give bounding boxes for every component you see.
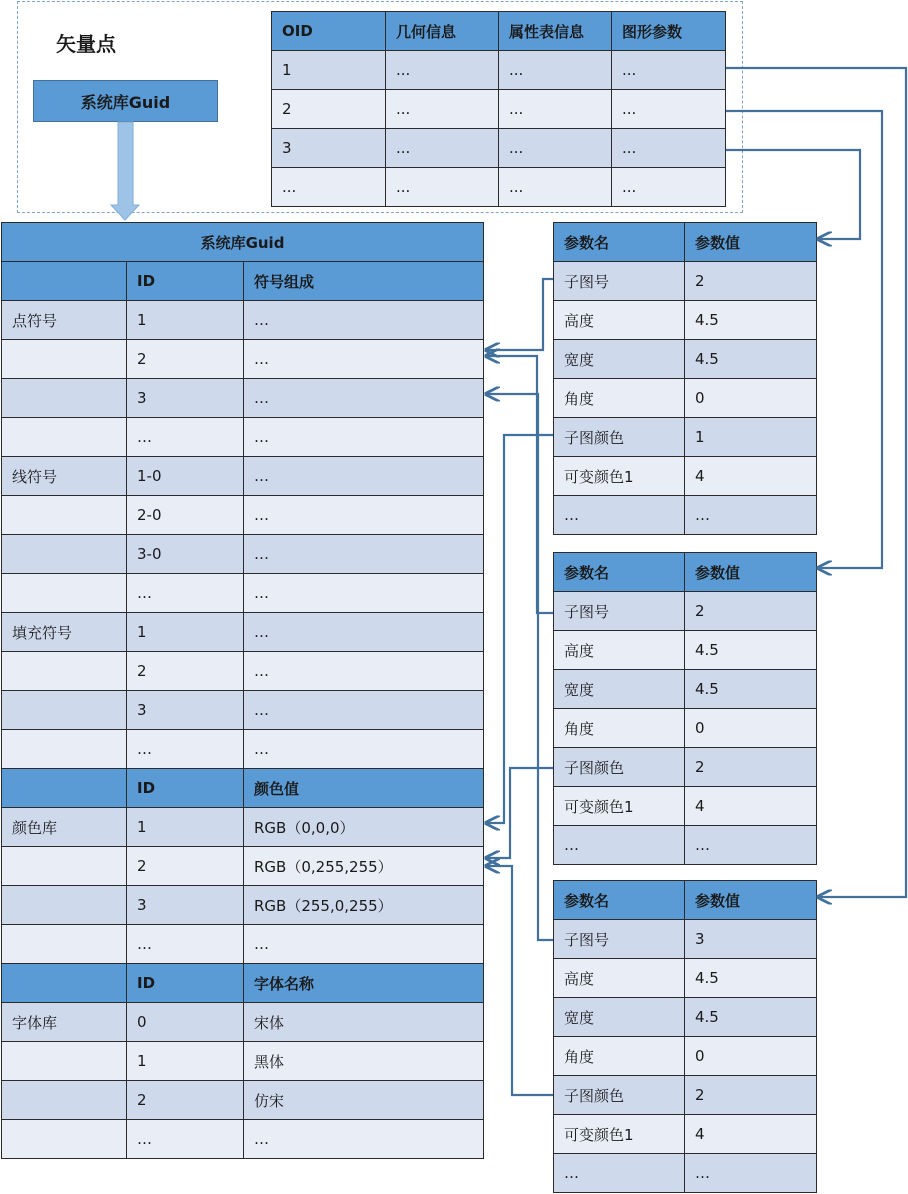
param-value-cell: 2	[685, 592, 817, 631]
param-name-cell: 子图颜色	[554, 418, 685, 457]
param-name-cell: 可变颜色1	[554, 1115, 685, 1154]
param-header-cell: 参数值	[685, 881, 817, 920]
param-row[interactable]	[554, 457, 817, 496]
oid-cell: ...	[499, 129, 612, 168]
param-name-cell: 高度	[554, 959, 685, 998]
category-cell	[2, 691, 127, 730]
category-cell	[2, 652, 127, 691]
category-cell	[2, 496, 127, 535]
header-cell: ID	[127, 964, 244, 1003]
category-cell: 颜色库	[2, 808, 127, 847]
symbol-row[interactable]	[2, 496, 484, 535]
value-cell: …	[244, 340, 484, 379]
oid-cell: ...	[386, 168, 499, 207]
id-cell: 2	[127, 847, 244, 886]
id-cell: …	[127, 418, 244, 457]
param-name-cell: …	[554, 1154, 685, 1193]
param-name-cell: 可变颜色1	[554, 787, 685, 826]
value-cell: …	[244, 379, 484, 418]
value-cell: …	[244, 730, 484, 769]
symbol-row[interactable]	[2, 574, 484, 613]
header-cell: 字体名称	[244, 964, 484, 1003]
value-cell: 仿宋	[244, 1081, 484, 1120]
header-cell: ID	[127, 262, 244, 301]
id-cell: 2	[127, 1081, 244, 1120]
param-value-cell: 1	[685, 418, 817, 457]
symbol-row[interactable]	[2, 379, 484, 418]
font-row[interactable]	[2, 1042, 484, 1081]
oid-cell: ...	[499, 168, 612, 207]
param-value-cell: 4.5	[685, 631, 817, 670]
param-row[interactable]	[554, 959, 817, 998]
oid-cell: 3	[272, 129, 386, 168]
oid-cell: ...	[612, 90, 726, 129]
param-row[interactable]	[554, 1037, 817, 1076]
id-cell: 3	[127, 379, 244, 418]
value-cell: 宋体	[244, 1003, 484, 1042]
oid-header-cell: OID	[272, 12, 386, 51]
connector-param1-color	[486, 435, 553, 823]
param-value-cell: 4	[685, 787, 817, 826]
param-header-cell: 参数名	[554, 553, 685, 592]
param-value-cell: 0	[685, 1037, 817, 1076]
symbol-row[interactable]	[2, 535, 484, 574]
oid-cell: ...	[612, 51, 726, 90]
param-value-cell: 0	[685, 379, 817, 418]
font-row[interactable]	[2, 1120, 484, 1159]
value-cell: …	[244, 1120, 484, 1159]
param-value-cell: 4.5	[685, 301, 817, 340]
value-cell: 黑体	[244, 1042, 484, 1081]
value-cell: …	[244, 691, 484, 730]
value-cell: RGB（0,255,255）	[244, 847, 484, 886]
guid-box[interactable]: 系统库Guid	[33, 80, 218, 122]
param-table-1	[553, 222, 817, 535]
param-row[interactable]	[554, 1076, 817, 1115]
system-library-table	[1, 222, 484, 1159]
page-title: 矢量点	[56, 32, 116, 56]
id-cell: …	[127, 730, 244, 769]
category-cell	[2, 1042, 127, 1081]
param-name-cell: 子图号	[554, 262, 685, 301]
oid-header-cell: 属性表信息	[499, 12, 612, 51]
value-cell: …	[244, 652, 484, 691]
symbol-row[interactable]	[2, 730, 484, 769]
value-cell: …	[244, 496, 484, 535]
connector-param3-color	[486, 866, 553, 1095]
category-cell	[2, 574, 127, 613]
category-cell	[2, 925, 127, 964]
color-row[interactable]	[2, 808, 484, 847]
param-value-cell: 4.5	[685, 998, 817, 1037]
id-cell: 3	[127, 886, 244, 925]
value-cell: RGB（0,0,0）	[244, 808, 484, 847]
param-name-cell: 宽度	[554, 998, 685, 1037]
param-row[interactable]	[554, 1115, 817, 1154]
symbol-row[interactable]	[2, 457, 484, 496]
oid-cell: ...	[272, 168, 386, 207]
symbol-row[interactable]	[2, 418, 484, 457]
color-header-row	[2, 769, 484, 808]
param-name-cell: 子图号	[554, 592, 685, 631]
category-cell: 填充符号	[2, 613, 127, 652]
param-name-cell: 角度	[554, 379, 685, 418]
category-cell	[2, 340, 127, 379]
param-header-cell: 参数名	[554, 881, 685, 920]
param-value-cell: 0	[685, 709, 817, 748]
color-row[interactable]	[2, 847, 484, 886]
oid-header-row	[272, 12, 726, 51]
param-name-cell: 高度	[554, 301, 685, 340]
param-name-cell: 子图颜色	[554, 748, 685, 787]
param-row[interactable]	[554, 262, 817, 301]
param-value-cell: …	[685, 496, 817, 535]
param-row[interactable]	[554, 826, 817, 865]
id-cell: …	[127, 925, 244, 964]
oid-cell: 1	[272, 51, 386, 90]
value-cell: …	[244, 925, 484, 964]
header-cell	[2, 964, 127, 1003]
font-row[interactable]	[2, 1003, 484, 1042]
id-cell: 1	[127, 301, 244, 340]
param-value-cell: 4	[685, 1115, 817, 1154]
param-header-row	[554, 223, 817, 262]
oid-cell: ...	[499, 51, 612, 90]
font-header-row	[2, 964, 484, 1003]
symbol-row[interactable]	[2, 691, 484, 730]
category-cell	[2, 730, 127, 769]
param-row[interactable]	[554, 787, 817, 826]
param-table-3	[553, 880, 817, 1193]
param-row[interactable]	[554, 496, 817, 535]
param-row[interactable]	[554, 592, 817, 631]
param-header-cell: 参数值	[685, 223, 817, 262]
param-value-cell: 2	[685, 262, 817, 301]
param-row[interactable]	[554, 340, 817, 379]
param-name-cell: 角度	[554, 709, 685, 748]
oid-cell: ...	[386, 129, 499, 168]
category-cell	[2, 847, 127, 886]
param-row[interactable]	[554, 998, 817, 1037]
color-row[interactable]	[2, 925, 484, 964]
param-name-cell: …	[554, 496, 685, 535]
param-value-cell: 4.5	[685, 340, 817, 379]
id-cell: 0	[127, 1003, 244, 1042]
category-cell: 点符号	[2, 301, 127, 340]
param-row[interactable]	[554, 418, 817, 457]
id-cell: 1-0	[127, 457, 244, 496]
oid-header-cell: 图形参数	[612, 12, 726, 51]
category-cell	[2, 1120, 127, 1159]
symbol-header-row	[2, 262, 484, 301]
param-name-cell: 宽度	[554, 340, 685, 379]
param-name-cell: 可变颜色1	[554, 457, 685, 496]
symbol-row[interactable]	[2, 613, 484, 652]
id-cell: …	[127, 574, 244, 613]
param-name-cell: 高度	[554, 631, 685, 670]
param-value-cell: 3	[685, 920, 817, 959]
id-cell: 3	[127, 691, 244, 730]
oid-row[interactable]	[272, 51, 726, 90]
param-value-cell: 2	[685, 1076, 817, 1115]
value-cell: …	[244, 535, 484, 574]
param-name-cell: …	[554, 826, 685, 865]
symbol-row[interactable]	[2, 652, 484, 691]
param-header-row	[554, 553, 817, 592]
system-library-title-row	[2, 223, 484, 262]
symbol-row[interactable]	[2, 340, 484, 379]
id-cell: 3-0	[127, 535, 244, 574]
connector-param2-color	[486, 768, 553, 858]
oid-cell: ...	[386, 90, 499, 129]
oid-table	[271, 11, 726, 207]
param-row[interactable]	[554, 631, 817, 670]
param-row[interactable]	[554, 920, 817, 959]
param-row[interactable]	[554, 1154, 817, 1193]
category-cell	[2, 535, 127, 574]
param-name-cell: 宽度	[554, 670, 685, 709]
id-cell: 1	[127, 1042, 244, 1081]
param-table-2	[553, 552, 817, 865]
oid-cell: ...	[499, 90, 612, 129]
param-value-cell: 2	[685, 748, 817, 787]
param-value-cell: 4	[685, 457, 817, 496]
color-row[interactable]	[2, 886, 484, 925]
id-cell: 1	[127, 808, 244, 847]
header-cell	[2, 262, 127, 301]
connector-param2-symbol	[486, 356, 553, 613]
param-row[interactable]	[554, 379, 817, 418]
param-row[interactable]	[554, 301, 817, 340]
param-value-cell: 4.5	[685, 670, 817, 709]
oid-cell: 2	[272, 90, 386, 129]
oid-row[interactable]	[272, 168, 726, 207]
param-name-cell: 子图颜色	[554, 1076, 685, 1115]
header-cell: 颜色值	[244, 769, 484, 808]
category-cell	[2, 1081, 127, 1120]
oid-row[interactable]	[272, 129, 726, 168]
value-cell: …	[244, 613, 484, 652]
connector-param3-symbol	[486, 394, 553, 940]
oid-cell: ...	[612, 168, 726, 207]
id-cell: 1	[127, 613, 244, 652]
param-name-cell: 子图号	[554, 920, 685, 959]
param-header-cell: 参数名	[554, 223, 685, 262]
value-cell: …	[244, 457, 484, 496]
oid-header-cell: 几何信息	[386, 12, 499, 51]
category-cell: 字体库	[2, 1003, 127, 1042]
system-library-title: 系统库Guid	[2, 223, 484, 262]
header-cell	[2, 769, 127, 808]
id-cell: 2	[127, 652, 244, 691]
oid-cell: ...	[386, 51, 499, 90]
param-row[interactable]	[554, 748, 817, 787]
oid-row[interactable]	[272, 90, 726, 129]
param-value-cell: 4.5	[685, 959, 817, 998]
param-value-cell: …	[685, 826, 817, 865]
font-row[interactable]	[2, 1081, 484, 1120]
category-cell	[2, 886, 127, 925]
id-cell: …	[127, 1120, 244, 1159]
param-name-cell: 角度	[554, 1037, 685, 1076]
header-cell: ID	[127, 769, 244, 808]
param-value-cell: …	[685, 1154, 817, 1193]
category-cell: 线符号	[2, 457, 127, 496]
param-row[interactable]	[554, 670, 817, 709]
category-cell	[2, 418, 127, 457]
id-cell: 2	[127, 340, 244, 379]
oid-cell: ...	[612, 129, 726, 168]
param-header-row	[554, 881, 817, 920]
symbol-row[interactable]	[2, 301, 484, 340]
category-cell	[2, 379, 127, 418]
connector-param1-symbol	[486, 279, 553, 350]
value-cell: RGB（255,0,255）	[244, 886, 484, 925]
param-row[interactable]	[554, 709, 817, 748]
value-cell: …	[244, 418, 484, 457]
value-cell: …	[244, 301, 484, 340]
value-cell: …	[244, 574, 484, 613]
header-cell: 符号组成	[244, 262, 484, 301]
id-cell: 2-0	[127, 496, 244, 535]
param-header-cell: 参数值	[685, 553, 817, 592]
